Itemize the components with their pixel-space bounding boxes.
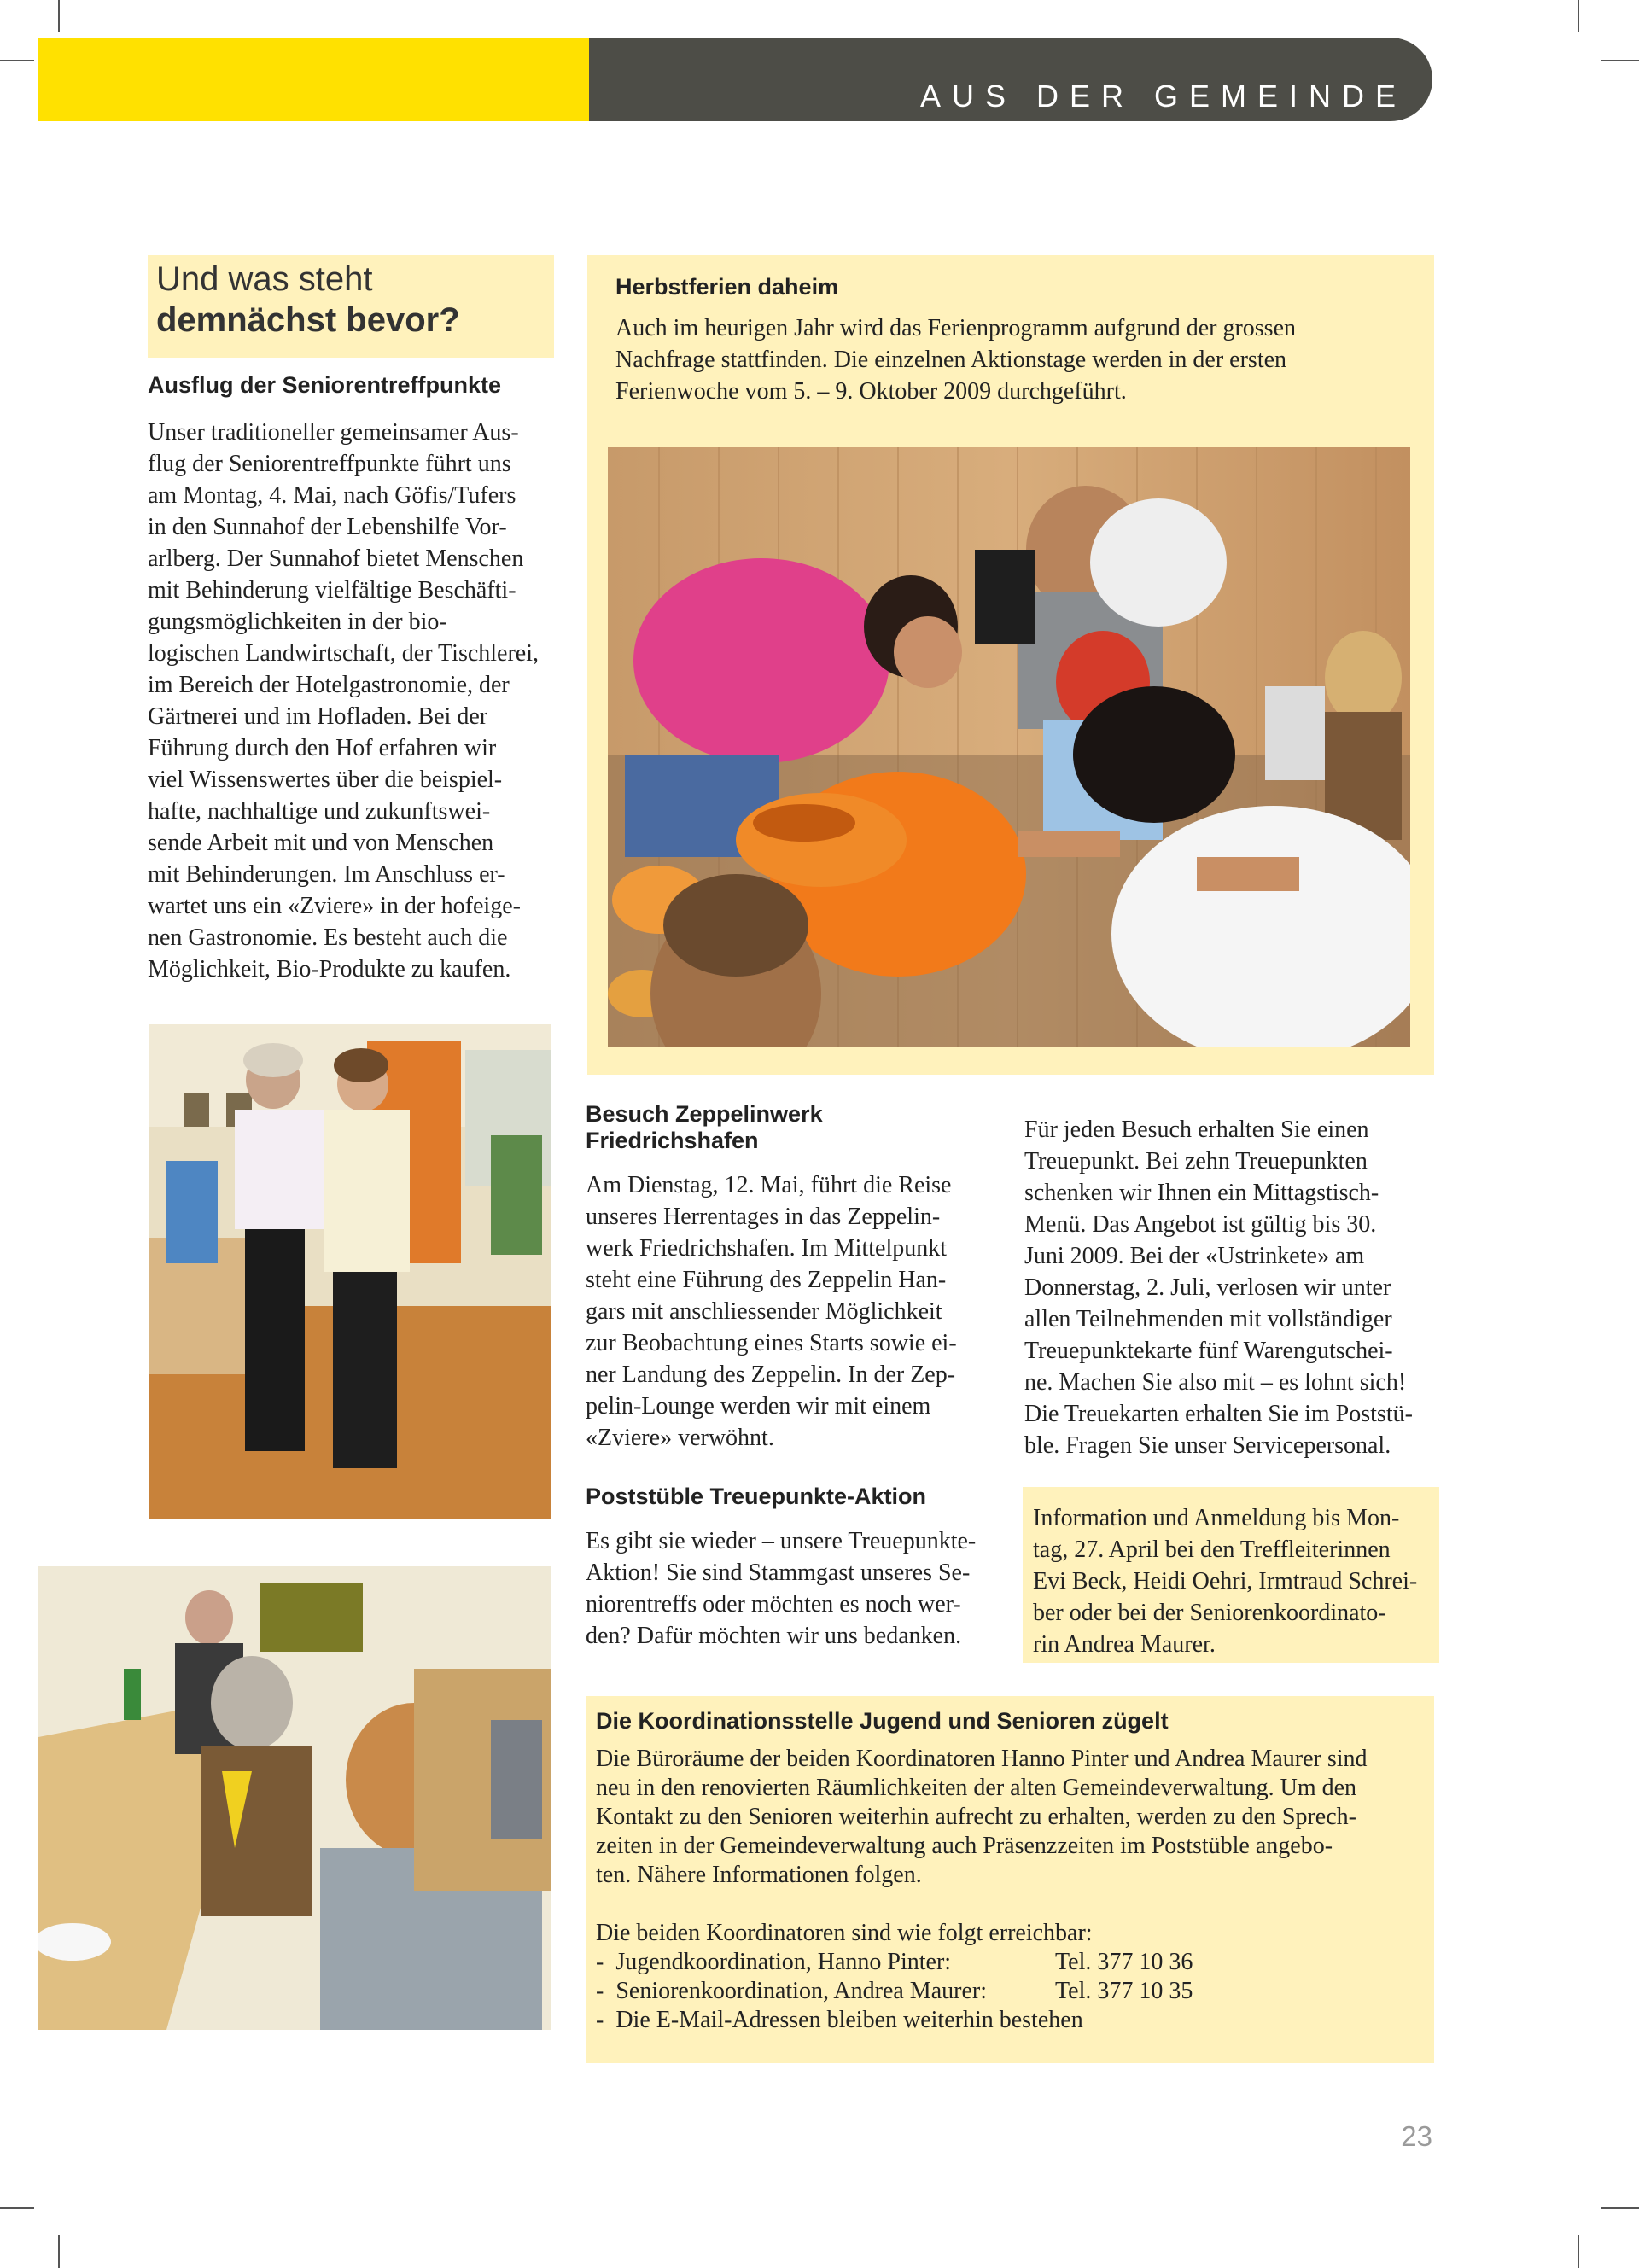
ausflug-line: mit Behinderung vielfältige Beschäfti- [148,577,516,603]
ausflug-line: Möglichkeit, Bio-Produkte zu kaufen. [148,956,511,982]
herbstferien-line: Ferienwoche vom 5. – 9. Oktober 2009 durchgeführt. [615,378,1127,405]
zeppelin-line: «Zviere» verwöhnt. [586,1425,774,1451]
ausflug-line: wartet uns ein «Zviere» in der hofeige- [148,893,521,919]
treue-line: Menü. Das Angebot ist gültig bis 30. [1024,1211,1377,1238]
zeppelin-line: unseres Herrentages in das Zeppelin- [586,1204,941,1230]
header-section-bar [589,38,1432,121]
zeppelin-line: pelin-Lounge werden wir mit einem [586,1393,931,1420]
zeppelin-line: werk Friedrichshafen. Im Mittelpunkt [586,1235,948,1262]
herbstferien-line: Nachfrage stattfinden. Die einzelnen Aktionstage werden in der ersten [615,347,1287,373]
pumpkin-carving-photo [608,447,1410,1047]
ausflug-line: gungsmöglichkeiten in der bio- [148,609,447,635]
crop-mark-left-bottom [0,2207,34,2209]
koordination-line: ten. Nähere Informationen folgen. [596,1862,922,1888]
zeppelin-line: zur Beobachtung eines Starts sowie ei- [586,1330,957,1356]
treue-line: schenken wir Ihnen ein Mittagstisch- [1024,1180,1379,1206]
info-line: Information und Anmeldung bis Mon- [1033,1505,1400,1531]
intro-title-box [148,255,554,358]
ausflug-line: flug der Seniorentreffpunkte führt uns [148,451,511,477]
koordination-box [586,1696,1434,2063]
treue-line: ble. Fragen Sie unser Servicepersonal. [1024,1432,1391,1459]
ausflug-body [148,417,557,985]
treue-line: Für jeden Besuch erhalten Sie einen [1024,1117,1369,1143]
treue-line: Treuepunktekarte fünf Warengutschei- [1024,1338,1393,1364]
contact-label: - Jugendkoordination, Hanno Pinter: [596,1949,952,1975]
poststueble-article [586,1484,995,1652]
zeppelin-line: steht eine Führung des Zeppelin Han- [586,1267,947,1293]
treue-line: Treuepunkt. Bei zehn Treuepunkten [1024,1148,1368,1175]
ausflug-line: am Montag, 4. Mai, nach Göfis/Tufers [148,482,516,509]
page-number: 23 [1401,2120,1432,2152]
zeppelin-line: ner Landung des Zeppelin. In der Zep- [586,1361,956,1388]
treue-line: allen Teilnehmenden mit vollständiger [1024,1306,1392,1332]
ausflug-line: hafte, nachhaltige und zukunftswei- [148,798,491,825]
info-line: Evi Beck, Heidi Oehri, Irmtraud Schrei- [1033,1568,1418,1595]
ausflug-line: in den Sunnahof der Lebenshilfe Vor- [148,514,507,540]
contact-phone: Tel. 377 10 35 [1055,1978,1193,2004]
zeppelin-line: Am Dienstag, 12. Mai, führt die Reise [586,1172,952,1198]
contact-phone: Tel. 377 10 36 [1055,1949,1193,1975]
koordination-heading: Die Koordinationsstelle Jugend und Senioren zügelt [596,1708,1169,1734]
email-note: - Die E-Mail-Adressen bleiben weiterhin bestehen [596,2007,1083,2033]
poststueble-heading: Poststüble Treuepunkte-Aktion [586,1484,927,1509]
treue-line: Donnerstag, 2. Juli, verlosen wir unter [1024,1274,1391,1301]
zeppelin-line: gars mit anschliessender Möglichkeit [586,1298,942,1325]
crop-mark-left-top [0,60,34,61]
koordination-line: Kontakt zu den Senioren weiterhin aufrecht zu erhalten, werden zu den Sprech- [596,1804,1356,1830]
ausflug-line: sende Arbeit mit und von Menschen [148,830,494,856]
info-line: rin Andrea Maurer. [1033,1631,1216,1658]
crop-mark-top-right [1578,0,1579,32]
crop-mark-right-top [1601,60,1639,61]
herbstferien-line: Auch im heurigen Jahr wird das Ferienprogramm aufgrund der grossen [615,315,1297,341]
koordination-reach: Die beiden Koordinatoren sind wie folgt erreichbar: [596,1920,1093,1946]
zeppelin-heading-line2: Friedrichshafen [586,1128,759,1153]
crop-mark-bottom-left [58,2235,60,2268]
seniors-table-photo [38,1566,551,2030]
ausflug-line: Gärtnerei und im Hofladen. Bei der [148,703,488,730]
dancing-seniors-photo [149,1024,551,1519]
treue-line: ne. Machen Sie also mit – es lohnt sich! [1024,1369,1407,1396]
contact-label: - Seniorenkoordination, Andrea Maurer: [596,1978,987,2004]
poststueble-line: den? Dafür möchten wir uns bedanken. [586,1623,962,1649]
info-line: tag, 27. April bei den Treffleiterinnen [1033,1536,1391,1563]
ausflug-line: Führung durch den Hof erfahren wir [148,735,497,761]
ausflug-article [148,372,557,985]
treue-line: Juni 2009. Bei der «Ustrinkete» am [1024,1243,1365,1269]
zeppelin-article [586,1101,995,1454]
info-line: ber oder bei der Seniorenkoordinato- [1033,1600,1386,1626]
poststueble-line: Aktion! Sie sind Stammgast unseres Se- [586,1560,971,1586]
treue-line: Die Treuekarten erhalten Sie im Poststü- [1024,1401,1413,1427]
ausflug-line: nen Gastronomie. Es besteht auch die [148,924,508,951]
poststueble-line: Es gibt sie wieder – unsere Treuepunkte- [586,1528,977,1554]
koordination-line: neu in den renovierten Räumlichkeiten der alten Gemeindeverwaltung. Um den [596,1775,1357,1801]
crop-mark-right-bottom [1601,2207,1639,2209]
koordination-line: Die Büroräume der beiden Koordinatoren Hanno Pinter und Andrea Maurer sind [596,1746,1368,1772]
ausflug-line: logischen Landwirtschaft, der Tischlerei, [148,640,540,667]
crop-mark-top-left [58,0,60,32]
ausflug-line: im Bereich der Hotelgastronomie, der [148,672,510,698]
intro-title-line2: demnächst bevor? [156,301,460,339]
ausflug-line: mit Behinderungen. Im Anschluss er- [148,861,505,888]
contact-row [596,1948,1424,1977]
crop-mark-bottom-right [1578,2235,1579,2268]
ausflug-line: viel Wissenswertes über die beispiel- [148,767,503,793]
intro-title-line1: Und was steht [156,260,373,298]
herbstferien-box [587,255,1434,1075]
zeppelin-heading-line1: Besuch Zeppelinwerk [586,1101,823,1127]
section-title: AUS DER GEMEINDE [919,79,1407,114]
poststueble-line: niorentreffs oder möchten es noch wer- [586,1591,961,1618]
ausflug-heading: Ausflug der Seniorentreffpunkte [148,372,502,398]
koordination-line: zeiten in der Gemeindeverwaltung auch Präsenzzeiten im Poststüble angebo- [596,1833,1333,1859]
treuepunkte-text [1024,1114,1434,1461]
contact-row [596,1977,1424,2006]
ausflug-line: Unser traditioneller gemeinsamer Aus- [148,419,519,446]
header-accent-bar [38,38,589,121]
herbstferien-heading: Herbstferien daheim [615,274,839,300]
herbstferien-text [615,274,1409,407]
ausflug-line: arlberg. Der Sunnahof bietet Menschen [148,545,524,572]
info-box [1023,1487,1439,1663]
